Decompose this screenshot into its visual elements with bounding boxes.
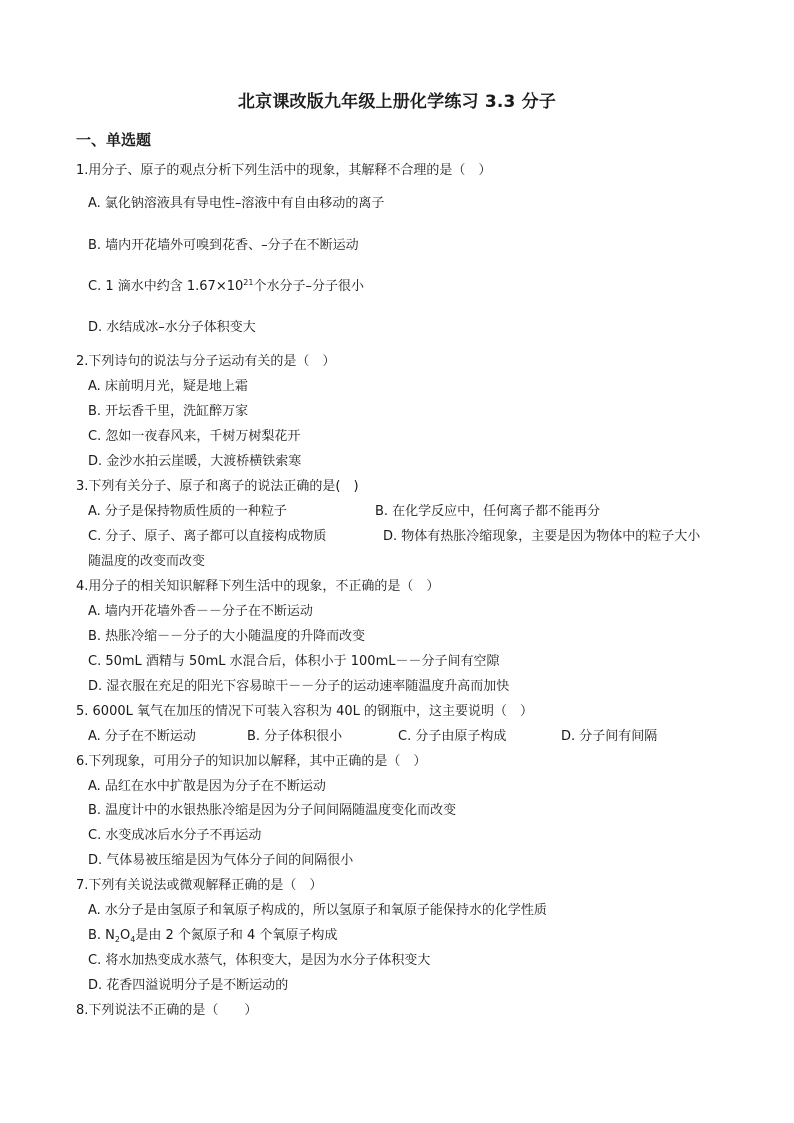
question-1-option-b[interactable]: B. 墙内开花墙外可嗅到花香、–分子在不断运动 bbox=[88, 238, 359, 253]
question-3-option-c[interactable]: C. 分子、原子、离子都可以直接构成物质 bbox=[88, 529, 327, 544]
question-2-stem: 2.下列诗句的说法与分子运动有关的是（ ） bbox=[76, 354, 336, 369]
question-4-option-a[interactable]: A. 墙内开花墙外香－－分子在不断运动 bbox=[88, 604, 313, 619]
question-3-stem: 3.下列有关分子、原子和离子的说法正确的是( ) bbox=[76, 479, 359, 494]
question-3-option-b[interactable]: B. 在化学反应中，任何离子都不能再分 bbox=[375, 504, 601, 519]
option-c-text-start: C. 1 滴水中约含 1.67×10 bbox=[88, 279, 244, 294]
question-6-option-c[interactable]: C. 水变成冰后水分子不再运动 bbox=[88, 828, 262, 843]
question-5-option-c[interactable]: C. 分子由原子构成 bbox=[398, 729, 507, 744]
question-3-option-d[interactable]: D. 物体有热胀冷缩现象，主要是因为物体中的粒子大小 bbox=[383, 529, 701, 544]
option-b-text-end: 是由 2 个氮原子和 4 个氧原子构成 bbox=[135, 928, 338, 943]
section-heading: 一、单选题 bbox=[76, 131, 152, 149]
question-3-option-a[interactable]: A. 分子是保持物质性质的一种粒子 bbox=[88, 504, 287, 519]
question-4-option-c[interactable]: C. 50mL 酒精与 50mL 水混合后，体积小于 100mL－－分子间有空隙 bbox=[88, 654, 500, 669]
option-c-text-end: 个水分子–分子很小 bbox=[253, 279, 364, 294]
question-1-option-d[interactable]: D. 水结成冰–水分子体积变大 bbox=[88, 320, 256, 335]
question-5-option-b[interactable]: B. 分子体积很小 bbox=[247, 729, 343, 744]
question-6-stem: 6.下列现象，可用分子的知识加以解释，其中正确的是（ ） bbox=[76, 754, 427, 769]
question-5-option-a[interactable]: A. 分子在不断运动 bbox=[88, 729, 196, 744]
question-2-option-a[interactable]: A. 床前明月光，疑是地上霜 bbox=[88, 379, 248, 394]
question-7-option-d[interactable]: D. 花香四溢说明分子是不断运动的 bbox=[88, 978, 289, 993]
question-7-stem: 7.下列有关说法或微观解释正确的是（ ） bbox=[76, 878, 323, 893]
subscript-4: 4 bbox=[130, 935, 136, 944]
question-1-option-c[interactable] bbox=[88, 279, 364, 295]
question-6-option-b[interactable]: B. 温度计中的水银热胀冷缩是因为分子间间隔随温度变化而改变 bbox=[88, 803, 457, 818]
question-4-stem: 4.用分子的相关知识解释下列生活中的现象，不正确的是（ ） bbox=[76, 579, 440, 594]
question-5-stem: 5. 6000L 氧气在加压的情况下可装入容积为 40L 的钢瓶中，这主要说明（ ） bbox=[76, 704, 534, 719]
question-7-option-b[interactable] bbox=[88, 928, 337, 944]
question-6-option-a[interactable]: A. 品红在水中扩散是因为分子在不断运动 bbox=[88, 779, 326, 794]
question-7-option-c[interactable]: C. 将水加热变成水蒸气，体积变大，是因为水分子体积变大 bbox=[88, 953, 431, 968]
question-5-option-d[interactable]: D. 分子间有间隔 bbox=[561, 729, 658, 744]
question-2-option-c[interactable]: C. 忽如一夜春风来，千树万树梨花开 bbox=[88, 429, 301, 444]
question-4-option-d[interactable]: D. 湿衣服在充足的阳光下容易晾干－－分子的运动速率随温度升高而加快 bbox=[88, 679, 510, 694]
exponent: 21 bbox=[243, 278, 254, 287]
formula-o: O bbox=[120, 928, 131, 943]
page-title: 北京课改版九年级上册化学练习 3.3 分子 bbox=[237, 92, 557, 112]
question-3-option-d-continued: 随温度的改变而改变 bbox=[88, 554, 206, 569]
question-4-option-b[interactable]: B. 热胀冷缩－－分子的大小随温度的升降而改变 bbox=[88, 629, 366, 644]
question-7-option-a[interactable]: A. 水分子是由氢原子和氧原子构成的，所以氢原子和氧原子能保持水的化学性质 bbox=[88, 903, 547, 918]
question-1-option-a[interactable]: A. 氯化钠溶液具有导电性–溶液中有自由移动的离子 bbox=[88, 196, 385, 211]
formula-n: B. N bbox=[88, 928, 115, 943]
question-2-option-b[interactable]: B. 开坛香千里，洗缸醉万家 bbox=[88, 404, 249, 419]
question-2-option-d[interactable]: D. 金沙水拍云崖暖，大渡桥横铁索寒 bbox=[88, 454, 302, 469]
question-8-stem: 8.下列说法不正确的是（ ） bbox=[76, 1003, 258, 1018]
question-1-stem: 1.用分子、原子的观点分析下列生活中的现象，其解释不合理的是（ ） bbox=[76, 163, 492, 178]
question-6-option-d[interactable]: D. 气体易被压缩是因为气体分子间的间隔很小 bbox=[88, 853, 354, 868]
subscript-2: 2 bbox=[114, 935, 121, 944]
